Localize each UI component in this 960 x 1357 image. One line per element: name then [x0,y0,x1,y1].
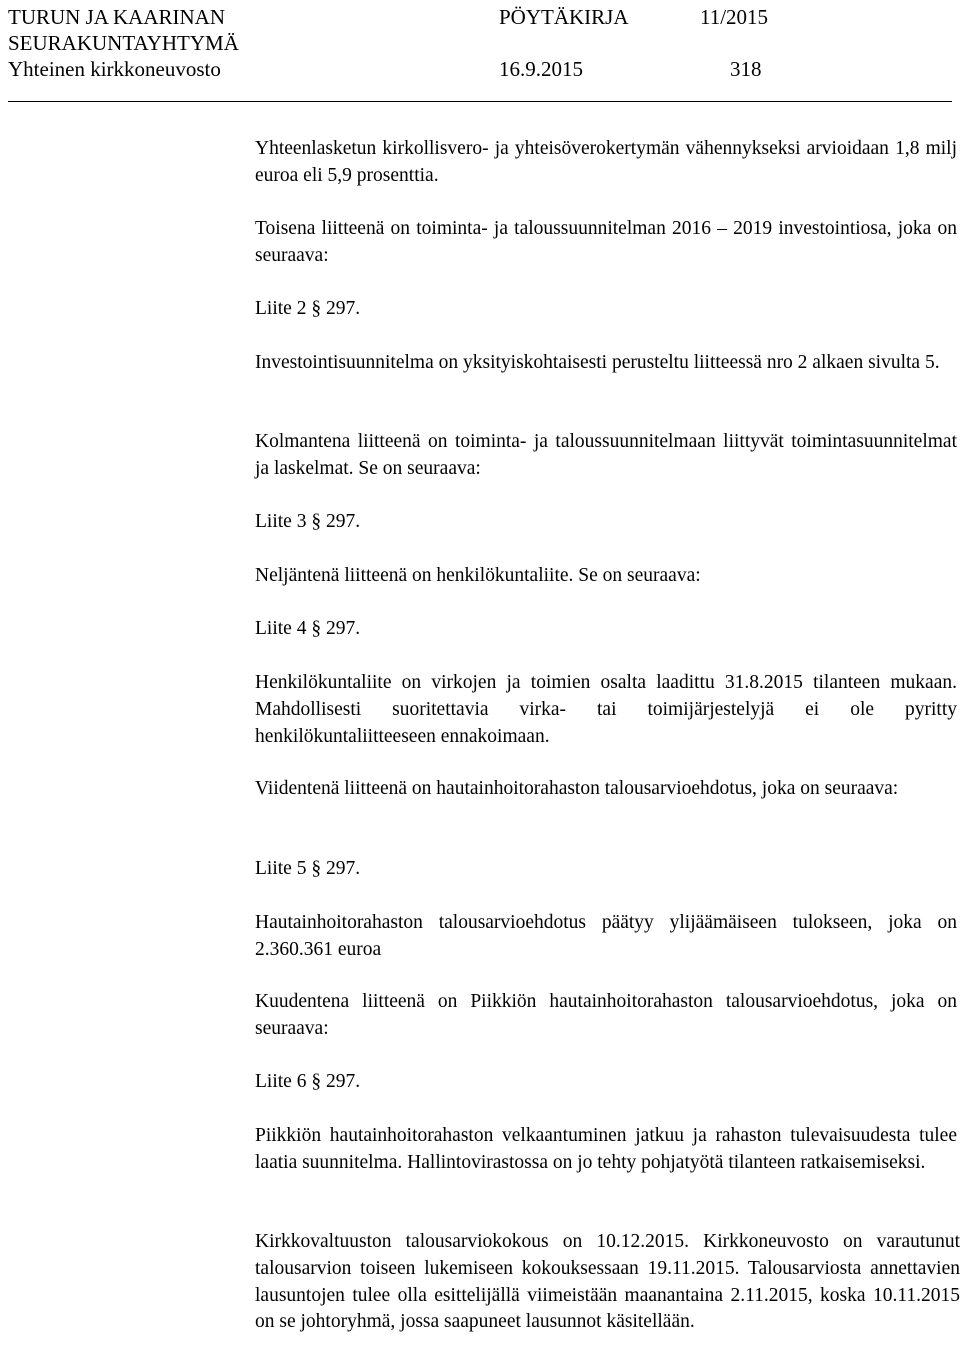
paragraph-fifth-attachment: Viidentenä liitteenä on hautainhoitorahaston talousarvioehdotus, joka on seuraava: [255,778,899,799]
paragraph-investment-plan: Investointisuunnitelma on yksityiskohtaisesti perusteltu liitteessä nro 2 alkaen sivulta 5. [255,352,940,373]
paragraph-tax-reduction: Yhteenlasketun kirkollisvero- ja yhteisöverokertymän vähennykseksi arvioidaan 1,8 milj euroa eli 5,9 prosenttia. [255,138,957,186]
paragraph-piikkio-fund-debt: Piikkiön hautainhoitorahaston velkaantuminen jatkuu ja rahaston tulevaisuudesta tulee laatia suunnitelma. Hallintovirastossa on jo tehty pohjatyötä tilanteen ratkaisemiseksi. [255,1125,957,1173]
paragraph-staff-attachment: Henkilökuntaliite on virkojen ja toimien osalta laadittu 31.8.2015 tilanteen mukaan. Mahdollisesti suoritettavia virka- tai toimijärjestelyjä ei ole pyritty henkilökuntaliitteeseen ennakoimaan. [255,672,957,747]
org-name-line1: TURUN JA KAARINAN [8,5,226,29]
attachment-ref-3: Liite 3 § 297. [255,511,361,532]
document-type: PÖYTÄKIRJA [499,5,629,29]
attachment-ref-6: Liite 6 § 297. [255,1071,361,1092]
org-name-line2: SEURAKUNTAYHTYMÄ [8,31,239,55]
header-divider [8,101,952,102]
meeting-body-name: Yhteinen kirkkoneuvosto [8,57,221,81]
issue-number: 11/2015 [700,5,769,29]
paragraph-second-attachment: Toisena liitteenä on toiminta- ja taloussuunnitelman 2016 – 2019 investointiosa, joka on seuraava: [255,218,957,266]
attachment-ref-2: Liite 2 § 297. [255,298,361,319]
meeting-date: 16.9.2015 [499,57,583,81]
paragraph-sixth-attachment: Kuudentena liitteenä on Piikkiön hautainhoitorahaston talousarvioehdotus, joka on seuraava: [255,991,957,1039]
page-number: 318 [730,57,762,81]
paragraph-third-attachment: Kolmantena liitteenä on toiminta- ja taloussuunnitelmaan liittyvät toimintasuunnitelmat ja laskelmat. Se on seuraava: [255,431,957,479]
attachment-ref-4: Liite 4 § 297. [255,618,361,639]
paragraph-fourth-attachment: Neljäntenä liitteenä on henkilökuntaliite. Se on seuraava: [255,565,701,586]
paragraph-grave-fund-result: Hautainhoitorahaston talousarvioehdotus päätyy ylijäämäiseen tulokseen, joka on 2.360.361 euroa [255,912,957,960]
paragraph-budget-meeting-schedule: Kirkkovaltuuston talousarviokokous on 10.12.2015. Kirkkoneuvosto on varautunut talousarvion toiseen lukemiseen kokouksessaan 19.11.2015. Talousarviosta annettavien lausuntojen tulee olla esittelijällä viimeistään maanantaina 2.11.2015, koska 10.11.2015 on se johtoryhmä, jossa saapuneet lausunnot käsitellään. [255,1231,960,1333]
attachment-ref-5: Liite 5 § 297. [255,858,361,879]
